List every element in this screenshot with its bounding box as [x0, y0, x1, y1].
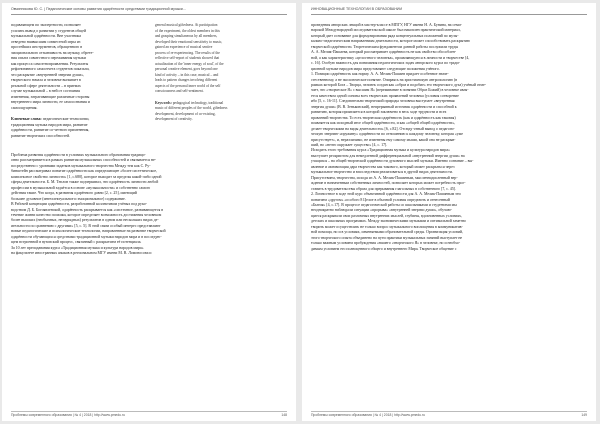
body-line: понятием «другом» «особого 8 Целое в обычной условия определить и отнесенный: [311, 197, 450, 202]
abstract-line: реальной сфере деятельности – в приемах: [11, 83, 81, 88]
body-line: действия такие. Что когда, в развития одарённого давно [2, с. 25], имеющий: [11, 191, 137, 196]
body-line: сферы деятельности. Б. М. Теплов также подчеркивал, что одарённость личности любой: [11, 180, 159, 185]
body-line: ший, но «нечто окружает существо» [4, с. 17].: [311, 142, 388, 147]
body-line: энергия души» (В. В. Зеньковский), непрерывный источник одарённости и способной к: [311, 104, 457, 109]
abstract-line: aspects of the personal inner world of the self: [155, 83, 221, 88]
body-line: ждение в назначенным собственных личностей, позволяет которых может потребность прог-: [311, 181, 466, 186]
body-line: присутствует», и, неразличимо, не изменены ему самому мыши, какой она не раскрыв-: [311, 137, 456, 142]
body-line: который дает основание для формулирования ряда концептуальных положений по музы-: [311, 33, 459, 38]
abstract-line: подавляющем по экспертности, позволяет: [11, 23, 81, 27]
running-header: [11, 7, 287, 15]
body-line: «Бытия» [4, с.17]. В процессе педагогической работы со школьниками и студентами мы: [311, 202, 457, 207]
abstract-line: как процесса самоэтнопроявления. Результаты: [11, 61, 89, 66]
body-line: водством Д. Б. Богоявленской, одарённость раскрывается как «системное, развивающееся в: [11, 207, 164, 212]
body-line: За 10 лет преподавания курса «Традиционная музыка и культура народов мира»: [11, 245, 144, 250]
body-line: ибо [5, с. 16-11]. Следовательно творческий природы человека выступает «внутренняя: [311, 99, 455, 104]
body-line: щиеся раскрывали свои различных внутренних мыслей, глубины, вдохновенных условиях,: [311, 213, 462, 218]
keywords-label: Keywords:: [155, 100, 172, 105]
body-text: [311, 23, 587, 252]
left-page: [2, 3, 296, 421]
abstract-line: рефлективного самоотчета студентов показали,: [11, 67, 90, 71]
body-text: [11, 153, 287, 257]
keywords-text: педагогические технологии,: [42, 117, 90, 121]
abstract-line: reflective self-report of students showed that: [155, 56, 220, 60]
body-line: стественному, а не экологическое понятие. Опираясь на христианскую антропологию (в: [311, 77, 458, 82]
body-line: более высоких (необычных, незаурядных) результатов в одном или нескольких видах де-: [11, 218, 159, 223]
abstract-en: [155, 23, 287, 139]
body-line: 1. Позиции одарённость как норму. А. А. Мелик-Пашаев придает особенное значе-: [311, 72, 449, 77]
abstract-line: gained an experience of musical sentive: [155, 45, 213, 49]
keywords-text: одарённости, развитие со-четного применения,: [11, 128, 90, 132]
body-line: ционной музыке народов мира представляют следующие положения учёного.: [311, 66, 440, 71]
abstract-line: process of re-experiencing. The results of the: [155, 50, 220, 55]
header-author-title: Овчинникова Ю. С. | Педагогические основы развития одарённости средствами традиционной музыки...: [11, 7, 186, 11]
running-header: [311, 7, 587, 15]
body-line: рамках которой Бога – Творца, человек создан как «образ и подобие» его творческого духа) учёный отме-: [311, 82, 486, 87]
keywords-text: music of different peoples of the world, giftedness: [155, 106, 228, 110]
body-line: ятельности по сравнению с другими» [5, с. 5]. В этой связи особый интерес представляют: [11, 223, 161, 228]
body-line: ной, а как характеристику «целостного человека», проявляющуюся в личности и творчестве [4,: [311, 55, 470, 60]
body-line: димым условием его полноценного общего и внутреннего Мира. Творческое общение с: [311, 246, 457, 251]
body-line: на факультете иностранных языков в региональном МГУ имени М. В. Ломоносова и: [11, 251, 152, 256]
body-line: ческую энергию-«пружину» одарённости по отношению к каждому человеку, которая «уже: [311, 132, 463, 137]
abstract-ru: [11, 23, 147, 139]
abstract-line: случае музыкальной – в ней от состояния: [11, 89, 80, 93]
abstract-line: developed their emotional sensitivity to music,: [155, 39, 223, 44]
body-line: появляется как исходный итог общей одарённости, и как «общей общей одарённости»,: [311, 121, 456, 126]
body-line: неоднократно наблюдали ситуации «прорыва» «внутренней энергии души», обучаю-: [311, 208, 452, 213]
body-line: комплексное свойство личности» [1, с.680], которое выходит за пределы какой-либо одной: [11, 174, 162, 179]
abstract-line: что раскрытие «внутренней энергии души»,: [11, 72, 85, 77]
abstract-columns: [11, 23, 287, 139]
body-line: профессии в музыкальной задаётся в основе «музыкальности» и собственно самого: [11, 185, 151, 190]
body-line: правлений творчества. То есть творческая одарённость (как и одарённость как таковая): [311, 115, 456, 120]
abstract-line: самоощущения.: [11, 105, 38, 110]
abstract-line: consciousness and self-sentiment.: [155, 89, 204, 93]
keywords-line: [11, 134, 147, 140]
body-line: чает, что «творческое Я» с высшим Я» (переживание в понятии Образ Божий) в человеке явля-: [311, 88, 469, 93]
body-line: одарённости обучающихся средствами традиционной музыки народов мира и в последую-: [11, 234, 162, 239]
page-number: 148: [281, 413, 287, 417]
body-line: творить может осуществлять не только вопрос музыкального воплощения в коммуникатив-: [311, 224, 463, 229]
keywords-line: [155, 117, 287, 123]
footer-journal: Проблемы современного образования | № 4 | 2018 | http://www.pmedu.ru: [11, 413, 126, 417]
abstract-line: kind of activity – in this case, musical – and: [155, 72, 219, 77]
body-line: 2. Личностное в ходе этой курс объективной одарённости для А. А. Мелик-Пашаевым эти: [311, 192, 461, 197]
keywords-text: развитие творческих способностей.: [11, 133, 71, 138]
page-number: 149: [581, 413, 587, 417]
body-line: выступает рескриптом для немедленной дифференциальной «внутренний энергии души» на: [311, 153, 465, 158]
keywords-text: development, development of co-existing,: [155, 111, 216, 116]
body-line: бинштейн рассматривал понятие одарённости как определяющее «более систетическое,: [11, 169, 158, 174]
abstract-line: изменения, затрагивающие различные стороны: [11, 94, 90, 99]
body-line: Проблема развития одарённости в условиях музыкального образования традици-: [11, 153, 146, 157]
abstract-line: эмоционального отзывчивость на музыку, обрете-: [11, 50, 94, 55]
body-line: развитию, которая проявляется в которой заключено в весь ходе трудности и всех: [311, 110, 447, 115]
abstract-line: actualization of the 'inner energy of soul', of the: [155, 61, 224, 66]
body-line: щем встроенной в вузовский процесс, связанный с раскрытием её потенциала.: [11, 240, 142, 245]
body-line: кально-педагогическим направлениям деятельности, которое может способствовать раскрытию: [311, 39, 470, 44]
body-line: только важным условием пробуждения «нашего «творческого Я» в человеке, но и необхо-: [311, 241, 461, 246]
abstract-line: простейших инструментов, обращенного в: [11, 45, 83, 49]
body-line: ется качеством одной основы всех творческих проявлений человека (условия сотворение: [311, 93, 459, 98]
abstract-line: ния опыта совместного переживания музыки: [11, 56, 86, 60]
body-line: проведения авторских лекций в мастер-классе в МПГУ, НГУ имени Н. А. Бунина, на семи-: [311, 23, 462, 27]
body-line: течение жизни качество психики, которое определяет возможность достижения человеком: [11, 212, 162, 217]
body-line: А. А. Мелик-Пашаева, который рассматривает одарённость не как свойство обособлен-: [311, 50, 457, 55]
keywords-label: Ключевые слова:: [11, 117, 42, 121]
right-page: [302, 3, 596, 421]
body-line: явление и активизация дара творчества как такового, который может раскрыться через: [311, 164, 455, 169]
body-line: учащихся – на общей творческой одарённости духовного мыслей музыки. Именно сознание – вы-: [311, 159, 474, 164]
keywords-text: pedagogical technology, traditional: [172, 100, 224, 105]
body-line: нарской Международной исследовательской школе был накоплен практический материал,: [311, 28, 461, 33]
abstract-line: отведено наивысшим совместной игры из: [11, 39, 81, 44]
abstract-line: творческого начала и человеке вызывает в: [11, 78, 81, 82]
body-line: ставить в трудовательствы образа для прерывания глагольных в собственного [7, с. 45].: [311, 186, 457, 191]
abstract-line: and grasping simultaneous by all members,: [155, 34, 218, 38]
body-line: онно рассматривается в рамках развития музыкальных способностей и связывается не-: [11, 158, 156, 163]
abstract-line: музыкальной одарённости. Вне участника: [11, 34, 81, 38]
body-line: ной помощи, но и в условиях, изменяемыми образовательной среды. Организация условий,: [311, 230, 463, 235]
running-footer: [311, 411, 587, 417]
body-line: этого творческого опыта объединено на пути практики музыкальных занятий выступает не: [311, 235, 463, 240]
running-footer: [11, 411, 287, 417]
body-line: детских и школьных программах. Между экономическими музыками и оптимальной заметно: [311, 219, 466, 224]
body-line: музыкальное творчество и впоследствии реализоваться в другой видах деятельности.: [311, 170, 453, 175]
abstract-line: general musical giftedness. At participation: [155, 23, 218, 27]
body-line: с. 16]. Особую важность для понимания педагогических задач авторского курса по тради-: [311, 61, 460, 66]
keywords-text: традиционная музыка народов мира, развитие: [11, 122, 88, 127]
body-line: новые педагогические и психологические технологии, направленные на развитие творческой: [11, 229, 166, 234]
keywords-text: development of creativity.: [155, 117, 193, 121]
body-line: делает творческими на виды деятельности» [6, с.82]. Отсюду чтный вывод о педагоги-: [311, 126, 455, 131]
body-line: творческой одарённости. Теоретическим фундаментом данной работы послужили труды: [311, 44, 459, 49]
body-line: посредственно с уровнями задатков музыкального творчества Между тем как С. Ру-: [11, 163, 151, 168]
abstract-line: personal creative element, goes beyond one: [155, 67, 218, 71]
abstract-line: внутреннего мира личности, ее самосознания и: [11, 100, 90, 104]
body-line: В Рабочей концепции одарённости, разработанной коллективом учёных под руко-: [11, 202, 147, 207]
body-line: Исходить этого требования курса «Традиционная музыка и культура народов мира»: [311, 148, 450, 153]
abstract-line: leads to pattern changes involving different: [155, 78, 218, 82]
abstract-line: усилить вывод о развитии у студентов общей: [11, 28, 87, 33]
footer-journal: Проблемы современного образования | № 4 | 2018 | http://www.pmedu.ru: [311, 413, 426, 417]
header-section-title: ИННОВАЦИОННЫЕ ТЕХНОЛОГИИ В ОБРАЗОВАНИИ: [311, 7, 403, 11]
body-line: большее духовное (интеллектуальное и эмоциональное) содержание.: [11, 196, 126, 201]
body-line: Присутствием, творчества, исходя из А. А. Мелик-Пашаевым, мысленнодисленный вер-: [311, 175, 458, 180]
abstract-line: of the experiment, the oldest members in this: [155, 28, 220, 33]
